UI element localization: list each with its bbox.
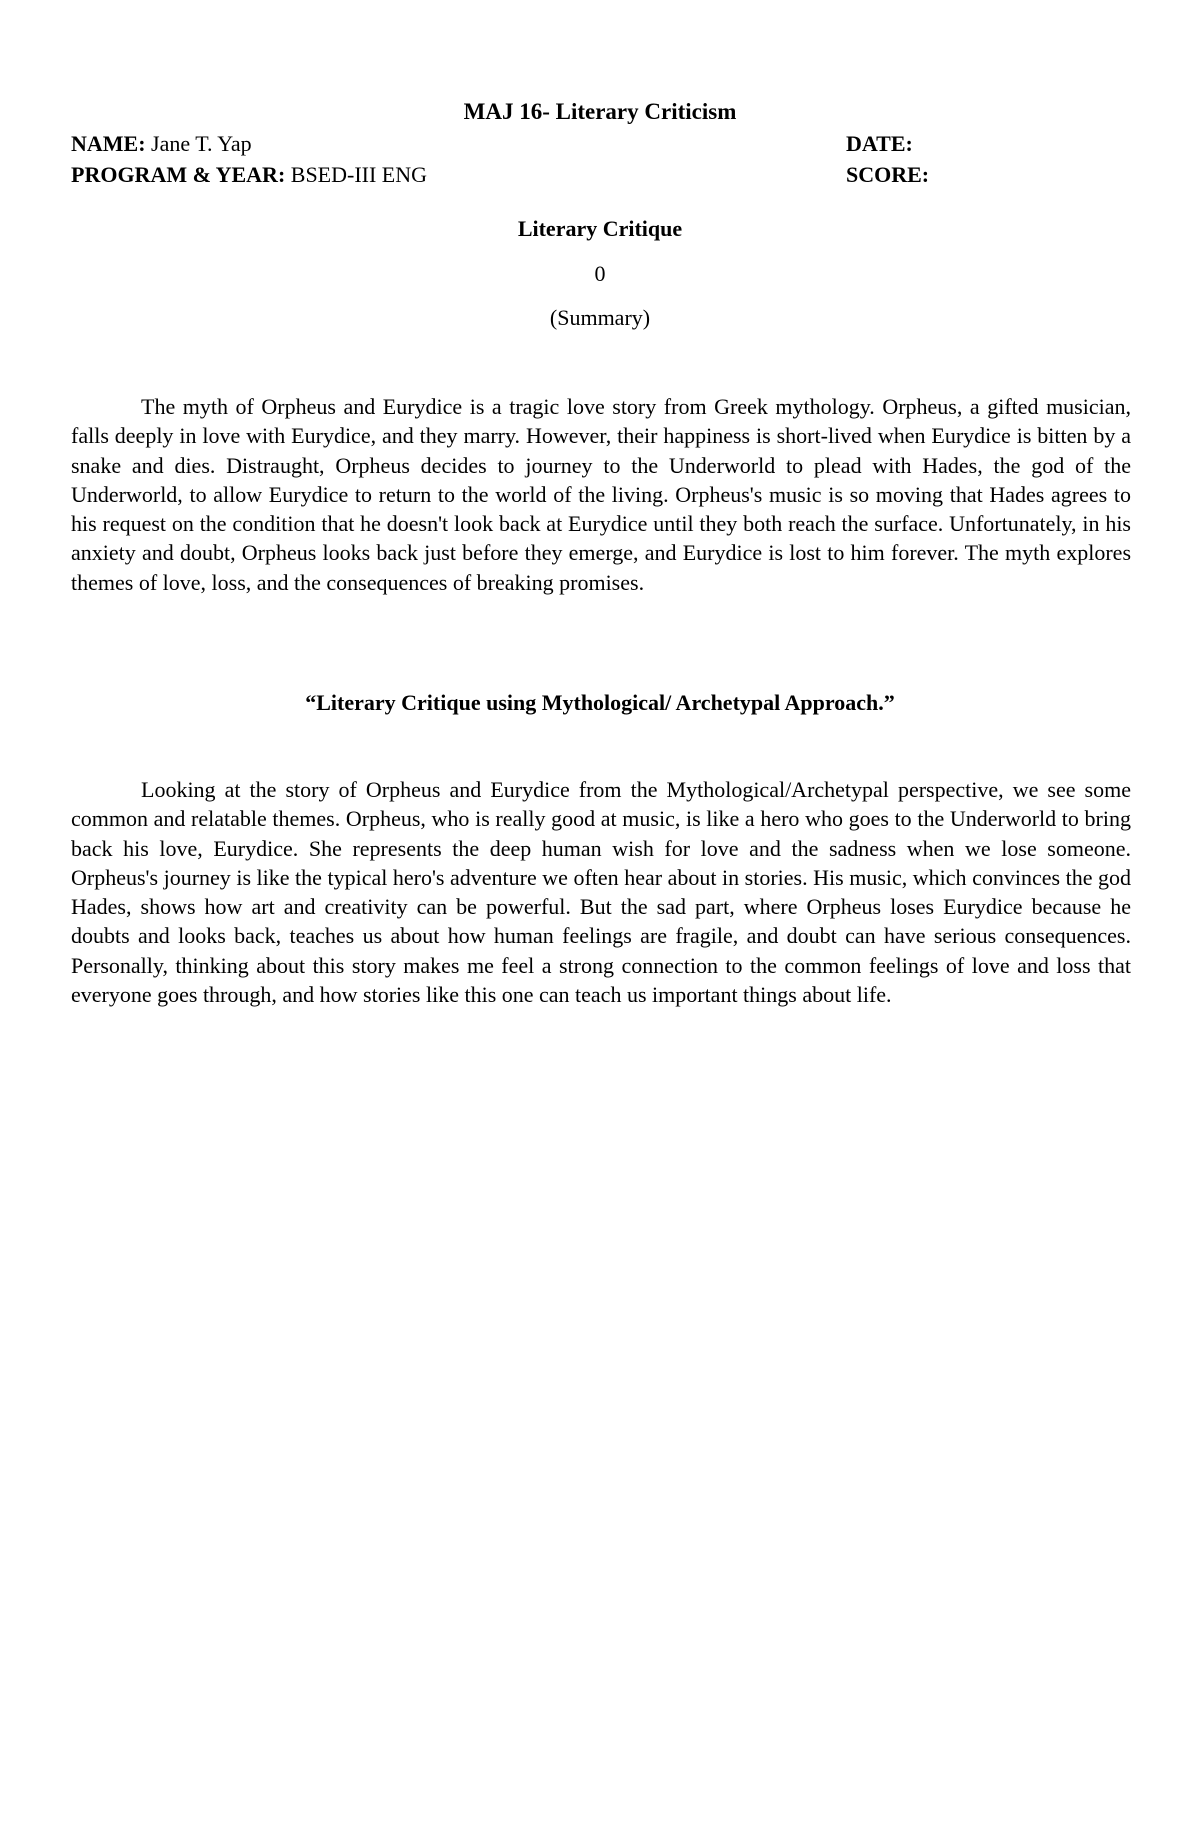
name-label: NAME: — [71, 131, 146, 156]
approach-title: “Literary Critique using Mythological/ Archetypal Approach.” — [305, 690, 895, 715]
critique-paragraph: Looking at the story of Orpheus and Eurydice from the Mythological/Archetypal perspective, we see some common and relatable themes. Orpheus, who is really good at music, is like a hero who goes to the Underworld to bring back his love, Eurydice. She represents the deep human wish for love and the sadness when we lose someone. Orpheus's journey is like the typical hero's adventure we often hear about in stories. His music, which convinces the god Hades, shows how art and creativity can be powerful. But the sad part, where Orpheus loses Eurydice because he doubts and looks back, teaches us about how human feelings are fragile, and doubt can have serious consequences. Personally, thinking about this story makes me feel a strong connection to the common feelings of love and loss that everyone goes through, and how stories like this one can teach us important things about life. — [71, 777, 1131, 1008]
critique-title: Literary Critique — [517, 216, 683, 241]
summary-label: (Summary) — [549, 305, 651, 330]
program-value: BSED-III ENG — [285, 162, 428, 187]
score-label: SCORE: — [846, 162, 930, 187]
date-label: DATE: — [846, 131, 913, 156]
critique-number: 0 — [594, 261, 606, 286]
student-name — [71, 129, 252, 159]
name-value: Jane T. Yap — [145, 131, 252, 156]
program-year — [71, 160, 427, 190]
course-title: MAJ 16- Literary Criticism — [463, 99, 737, 124]
summary-paragraph: The myth of Orpheus and Eurydice is a tragic love story from Greek mythology. Orpheus, a gifted musician, falls deeply in love with Eurydice, and they marry. However, their happiness is short-lived when Eurydice is bitten by a snake and dies. Distraught, Orpheus decides to journey to the Underworld to plead with Hades, the god of the Underworld, to allow Eurydice to return to the world of the living. Orpheus's music is so moving that Hades agrees to his request on the condition that he doesn't look back at Eurydice until they both reach the surface. Unfortunately, in his anxiety and doubt, Orpheus looks back just before they emerge, and Eurydice is lost to him forever. The myth explores themes of love, loss, and the consequences of breaking promises. — [71, 394, 1131, 595]
program-label: PROGRAM & YEAR: — [71, 162, 286, 187]
